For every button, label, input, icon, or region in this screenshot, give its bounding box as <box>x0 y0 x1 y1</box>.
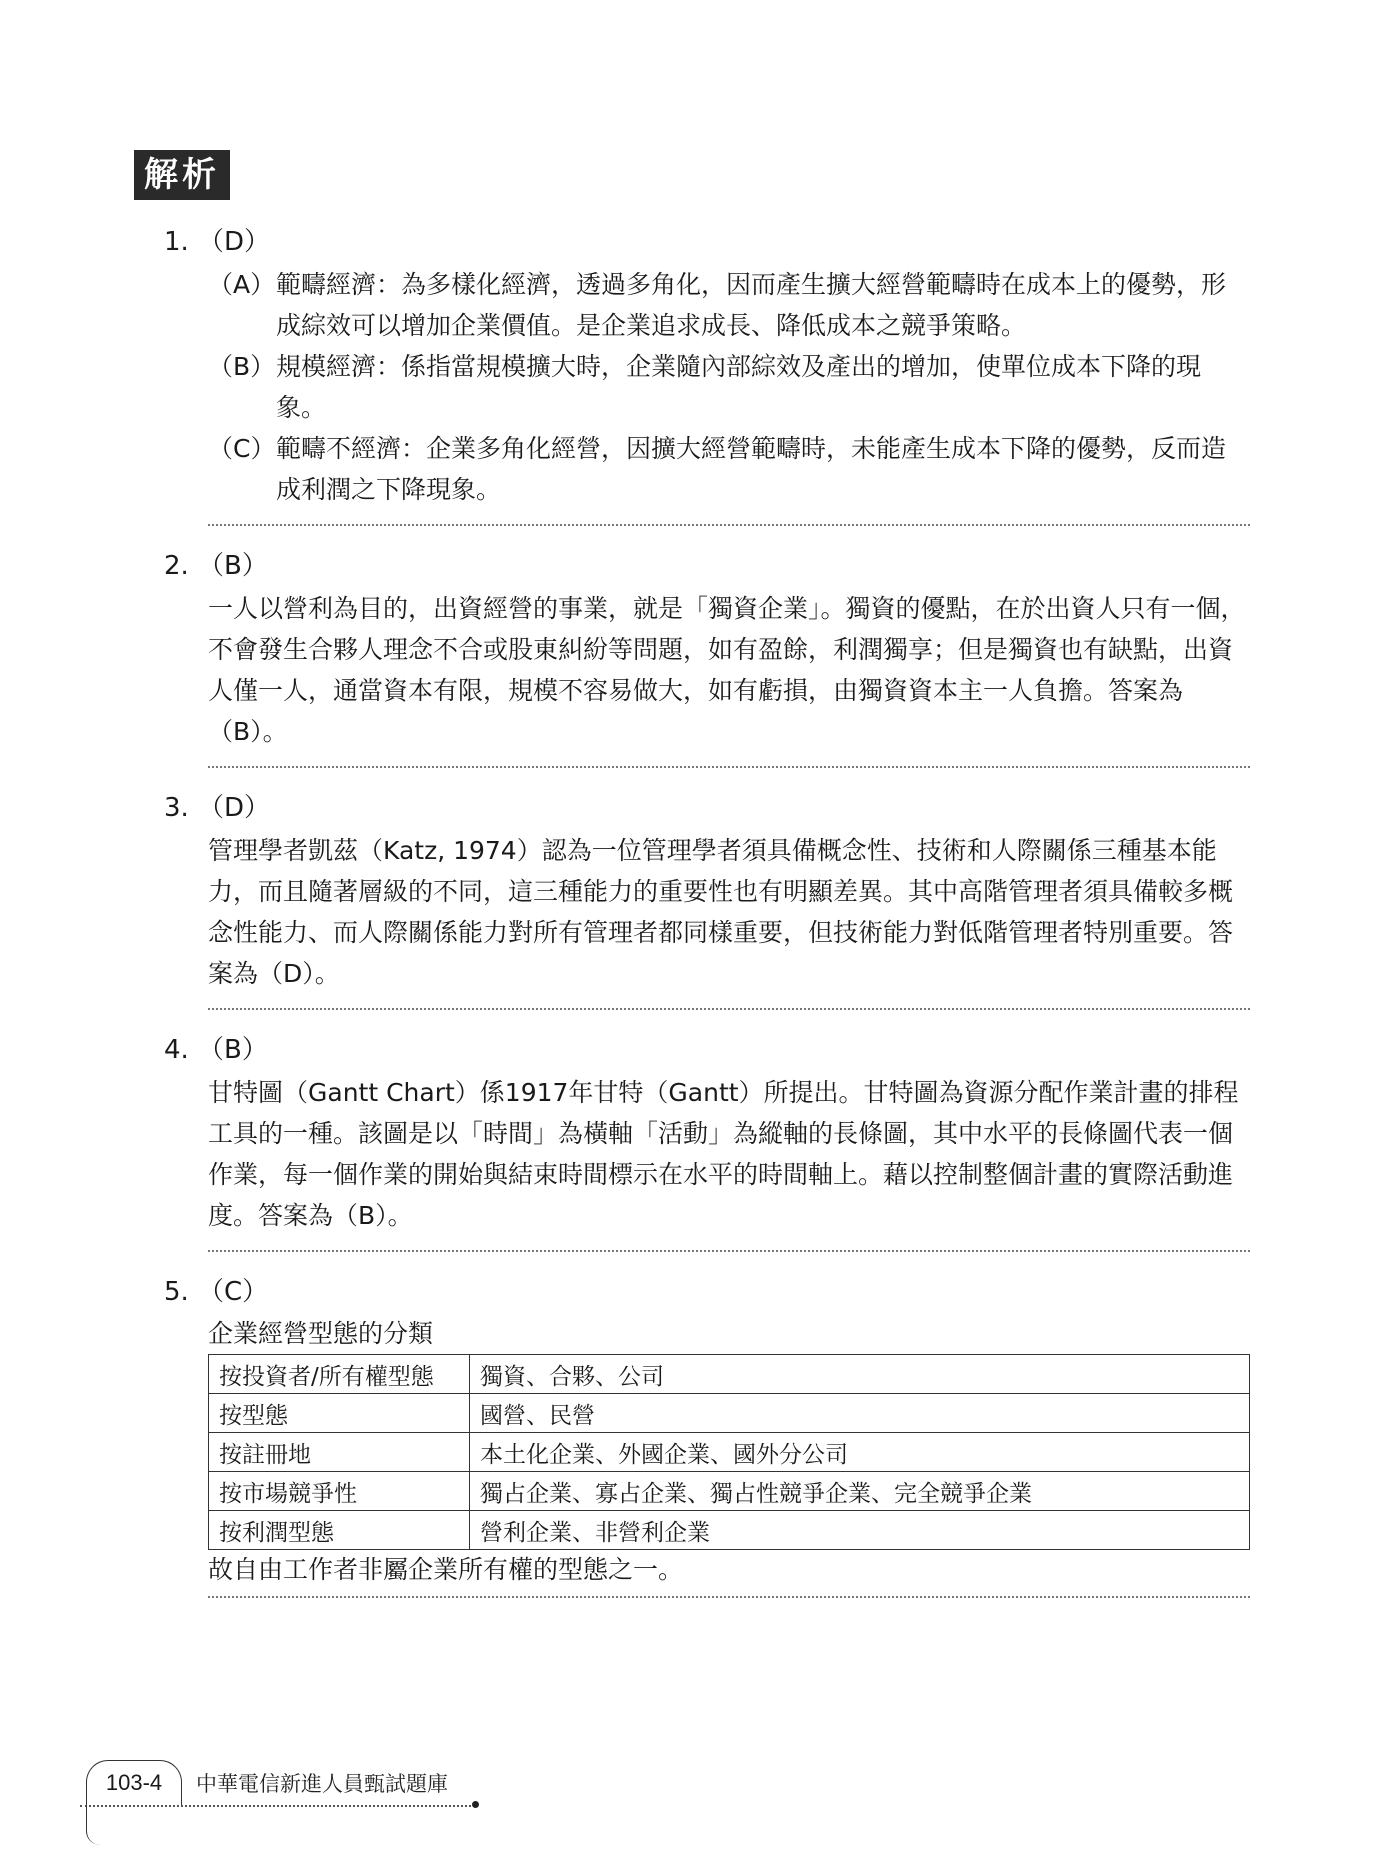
option-explanation <box>208 264 1250 346</box>
answer-number: 4. <box>164 1035 189 1065</box>
dotted-divider <box>208 1596 1250 1598</box>
answer-item-2 <box>164 548 1250 768</box>
table-cell-category: 按市場競爭性 <box>209 1472 470 1511</box>
answer-choice: （B） <box>198 551 268 581</box>
explanation-text: 管理學者凱茲（Katz, 1974）認為一位管理學者須具備概念性、技術和人際關係三種基本能力，而且隨著層級的不同，這三種能力的重要性也有明顯差異。其中高階管理者須具備較多概念性能力、而人際關係能力對所有管理者都同樣重要，但技術能力對低階管理者特別重要。答案為（D）。 <box>208 836 1234 988</box>
answer-item-4 <box>164 1032 1250 1252</box>
table-cell-types: 國營、民營 <box>470 1394 1250 1433</box>
option-text: 範疇不經濟：企業多角化經營，因擴大經營範疇時，未能產生成本下降的優勢，反而造成利潤之下降現象。 <box>276 434 1227 504</box>
option-explanation <box>208 428 1250 510</box>
option-text: 規模經濟：係指當規模擴大時，企業隨內部綜效及產出的增加，使單位成本下降的現象。 <box>276 352 1202 422</box>
section-badge: 解析 <box>134 150 230 200</box>
table-row <box>209 1355 1250 1394</box>
table-title: 企業經營型態的分類 <box>208 1319 434 1348</box>
explanation-text: 一人以營利為目的，出資經營的事業，就是「獨資企業」。獨資的優點，在於出資人只有一個，不會發生合夥人理念不合或股東糾紛等問題，如有盈餘，利潤獨享；但是獨資也有缺點，出資人僅一人，通當資本有限，規模不容易做大，如有虧損，由獨資資本主一人負擔。答案為（B）。 <box>208 594 1246 746</box>
dotted-divider <box>208 766 1250 768</box>
answer-choice: （D） <box>198 793 271 823</box>
answer-choice: （B） <box>198 1035 268 1065</box>
answer-number: 1. <box>164 227 189 257</box>
footer-dot <box>472 1801 479 1808</box>
answer-choice: （D） <box>198 227 271 257</box>
table-cell-category: 按註冊地 <box>209 1433 470 1472</box>
dotted-divider <box>208 1008 1250 1010</box>
dotted-divider <box>208 524 1250 526</box>
answer-list <box>164 224 1250 1620</box>
footer-dotted-line <box>80 1805 475 1807</box>
table-row <box>209 1511 1250 1550</box>
answer-heading <box>164 224 1250 260</box>
answer-number: 3. <box>164 793 189 823</box>
conclusion-text: 故自由工作者非屬企業所有權的型態之一。 <box>208 1555 684 1584</box>
table-cell-types: 本土化企業、外國企業、國外分公司 <box>470 1433 1250 1472</box>
answer-choice: （C） <box>198 1277 269 1307</box>
answer-number: 2. <box>164 551 189 581</box>
classification-table <box>208 1354 1250 1550</box>
dotted-divider <box>208 1250 1250 1252</box>
table-row <box>209 1394 1250 1433</box>
table-row <box>209 1472 1250 1511</box>
table-cell-category: 按投資者/所有權型態 <box>209 1355 470 1394</box>
answer-item-3 <box>164 790 1250 1010</box>
table-row <box>209 1433 1250 1472</box>
explanation-text: 甘特圖（Gantt Chart）係1917年甘特（Gantt）所提出。甘特圖為資源分配作業計畫的排程工具的一種。該圖是以「時間」為橫軸「活動」為縱軸的長條圖，其中水平的長條圖代表一個作業，每一個作業的開始與結束時間標示在水平的時間軸上。藉以控制整個計畫的實際活動進度。答案為（B）。 <box>208 1078 1239 1230</box>
table-cell-types: 獨占企業、寡占企業、獨占性競爭企業、完全競爭企業 <box>470 1472 1250 1511</box>
page-number: 103-4 <box>86 1760 182 1805</box>
answer-heading <box>164 790 1250 826</box>
table-cell-types: 獨資、合夥、公司 <box>470 1355 1250 1394</box>
table-cell-types: 營利企業、非營利企業 <box>470 1511 1250 1550</box>
book-title: 中華電信新進人員甄試題庫 <box>196 1772 448 1796</box>
option-label: （C） <box>208 434 276 463</box>
table-cell-category: 按型態 <box>209 1394 470 1433</box>
answer-heading <box>164 548 1250 584</box>
answer-item-1 <box>164 224 1250 526</box>
table-cell-category: 按利潤型態 <box>209 1511 470 1550</box>
answer-heading <box>164 1032 1250 1068</box>
option-label: （A） <box>208 270 276 299</box>
option-label: （B） <box>208 352 276 381</box>
answer-heading <box>164 1274 1250 1310</box>
answer-item-5 <box>164 1274 1250 1598</box>
answer-number: 5. <box>164 1277 189 1307</box>
option-text: 範疇經濟：為多樣化經濟，透過多角化，因而產生擴大經營範疇時在成本上的優勢，形成綜效可以增加企業價值。是企業追求成長、降低成本之競爭策略。 <box>276 270 1227 340</box>
footer-curve-decoration <box>86 1805 101 1845</box>
option-explanation <box>208 346 1250 428</box>
